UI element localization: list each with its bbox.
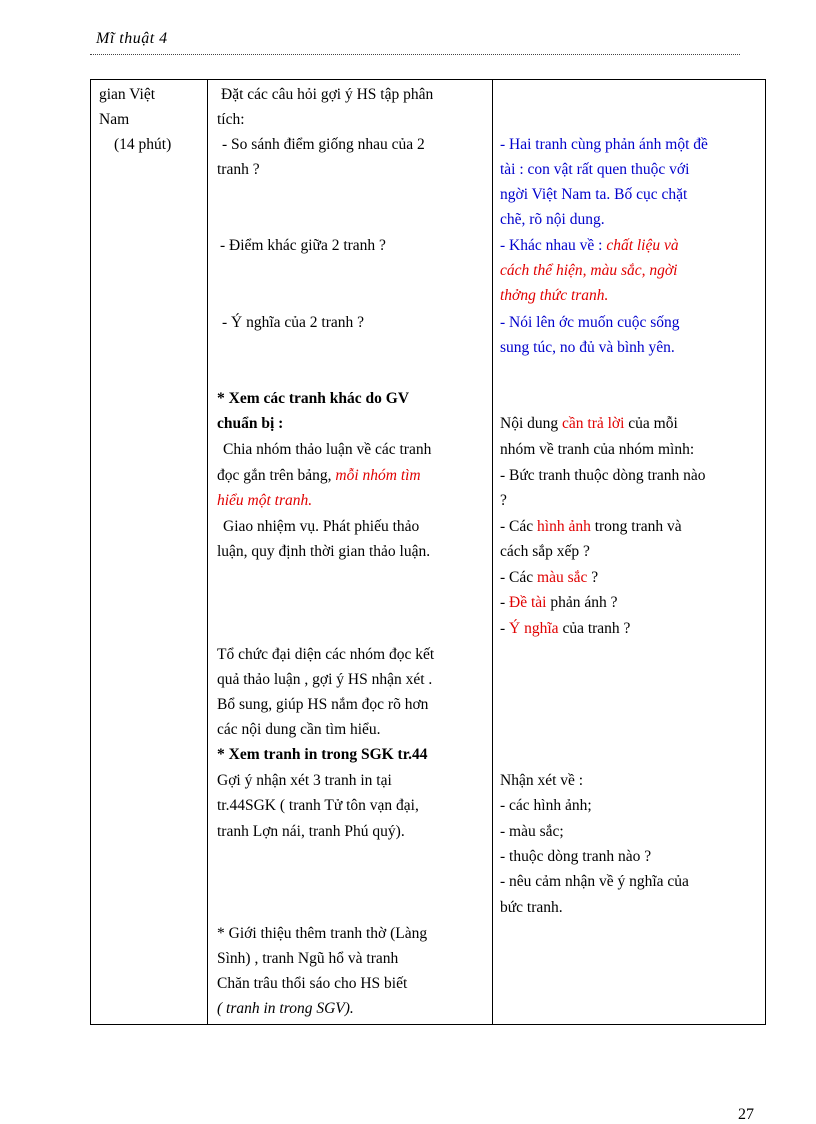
page-number: 27 — [738, 1106, 754, 1123]
text-line: Sình) , tranh Ngũ hổ và tranh — [217, 950, 399, 967]
text-line: - nêu cảm nhận về ý nghĩa của — [500, 873, 689, 890]
text-line: quả thảo luận , gợi ý HS nhận xét . — [217, 671, 433, 688]
table-row — [91, 80, 766, 1025]
section-heading: * Xem các tranh khác do GV — [217, 390, 410, 407]
text-line: bức tranh. — [500, 899, 563, 916]
answer-line: chẽ, rõ nội dung. — [500, 211, 605, 228]
text-line: - các hình ảnh; — [500, 797, 592, 814]
text-line — [500, 411, 678, 437]
text-line: - màu sắc; — [500, 823, 564, 840]
text-line: các nội dung cần tìm hiểu. — [217, 721, 381, 738]
highlight-text: cần trả lời — [562, 415, 625, 432]
text-span: trong tranh và — [590, 518, 682, 535]
text-line — [500, 565, 598, 591]
highlight-text: Đề tài — [509, 594, 547, 611]
text-span: ? — [587, 569, 599, 586]
time-column — [91, 80, 208, 1025]
text-line: Đặt các câu hỏi gợi ý HS tập phân — [221, 86, 434, 103]
text-line: ? — [500, 492, 507, 509]
time-line: Nam — [99, 111, 130, 128]
answer-line: tài : con vật rất quen thuộc với — [500, 161, 690, 178]
text-line: Tổ chức đại diện các nhóm đọc kết — [217, 646, 435, 663]
text-line: - Bức tranh thuộc dòng tranh nào — [500, 467, 706, 484]
text-span: - Khác nhau về : — [500, 237, 607, 254]
text-line: * Giới thiệu thêm tranh thờ (Làng — [217, 925, 428, 942]
highlight-text: hình ảnh — [537, 518, 591, 535]
text-line: Chia nhóm thảo luận về các tranh — [223, 441, 432, 458]
text-line — [500, 514, 682, 540]
text-line: Giao nhiệm vụ. Phát phiếu thảo — [223, 518, 420, 535]
text-span: của tranh ? — [558, 620, 631, 637]
text-span: - — [500, 620, 510, 637]
text-line: - Điểm khác giữa 2 tranh ? — [220, 237, 386, 254]
text-line — [500, 590, 618, 616]
student-activity-column — [493, 80, 766, 1025]
text-span: phản ánh ? — [546, 594, 618, 611]
text-line — [500, 616, 630, 642]
time-line: gian Việt — [99, 86, 156, 103]
text-span: - Các — [500, 518, 538, 535]
text-line: Nhận xét về : — [500, 772, 584, 789]
highlight-text: thởng thức tranh. — [500, 287, 609, 304]
answer-line: - Nói lên ớc muốn cuộc sống — [500, 314, 680, 331]
highlight-text: Ý nghĩa — [509, 620, 559, 637]
text-line — [217, 463, 421, 489]
highlight-text: hiểu một tranh. — [217, 492, 313, 509]
text-line: Chăn trâu thổi sáo cho HS biết — [217, 975, 408, 992]
page-header — [90, 28, 740, 55]
highlight-text: mỗi nhóm tìm — [335, 467, 421, 484]
section-heading: chuẩn bị : — [217, 415, 284, 432]
text-span: đọc gắn trên bảng, — [217, 467, 336, 484]
text-line: ( tranh in trong SGV). — [217, 1000, 354, 1017]
section-heading: * Xem tranh in trong SGK tr.44 — [217, 746, 428, 763]
lesson-table — [90, 79, 766, 1025]
text-span: Nội dung — [500, 415, 562, 432]
text-line: tr.44SGK ( tranh Tử tôn vạn đại, — [217, 797, 419, 814]
text-span: - Các — [500, 569, 538, 586]
text-line: - Ý nghĩa của 2 tranh ? — [222, 314, 365, 331]
text-span: - — [500, 594, 510, 611]
text-line: tranh ? — [217, 161, 260, 178]
text-line: Bổ sung, giúp HS nắm đọc rõ hơn — [217, 696, 429, 713]
answer-line — [500, 233, 679, 259]
header-title: Mĩ thuật 4 — [96, 30, 168, 47]
text-span: của mỗi — [624, 415, 678, 432]
highlight-text: chất liệu và — [606, 237, 679, 254]
teacher-activity-column — [208, 80, 493, 1025]
text-line: tranh Lợn nái, tranh Phú quý). — [217, 823, 405, 840]
answer-line: - Hai tranh cùng phản ánh một đề — [500, 136, 708, 153]
text-line: - thuộc dòng tranh nào ? — [500, 848, 652, 865]
answer-line: ngời Việt Nam ta. Bố cục chặt — [500, 186, 688, 203]
answer-line: sung túc, no đủ và bình yên. — [500, 339, 675, 356]
text-line: luận, quy định thời gian thảo luận. — [217, 543, 431, 560]
highlight-text: cách thể hiện, màu sắc, ngời — [500, 262, 678, 279]
time-duration: (14 phút) — [114, 136, 172, 153]
text-line: tích: — [217, 111, 245, 128]
highlight-text: màu sắc — [537, 569, 588, 586]
text-line: Gợi ý nhận xét 3 tranh in tại — [217, 772, 392, 789]
text-line: - So sánh điểm giống nhau của 2 — [222, 136, 425, 153]
text-line: nhóm về tranh của nhóm mình: — [500, 441, 695, 458]
text-line: cách sắp xếp ? — [500, 543, 590, 560]
